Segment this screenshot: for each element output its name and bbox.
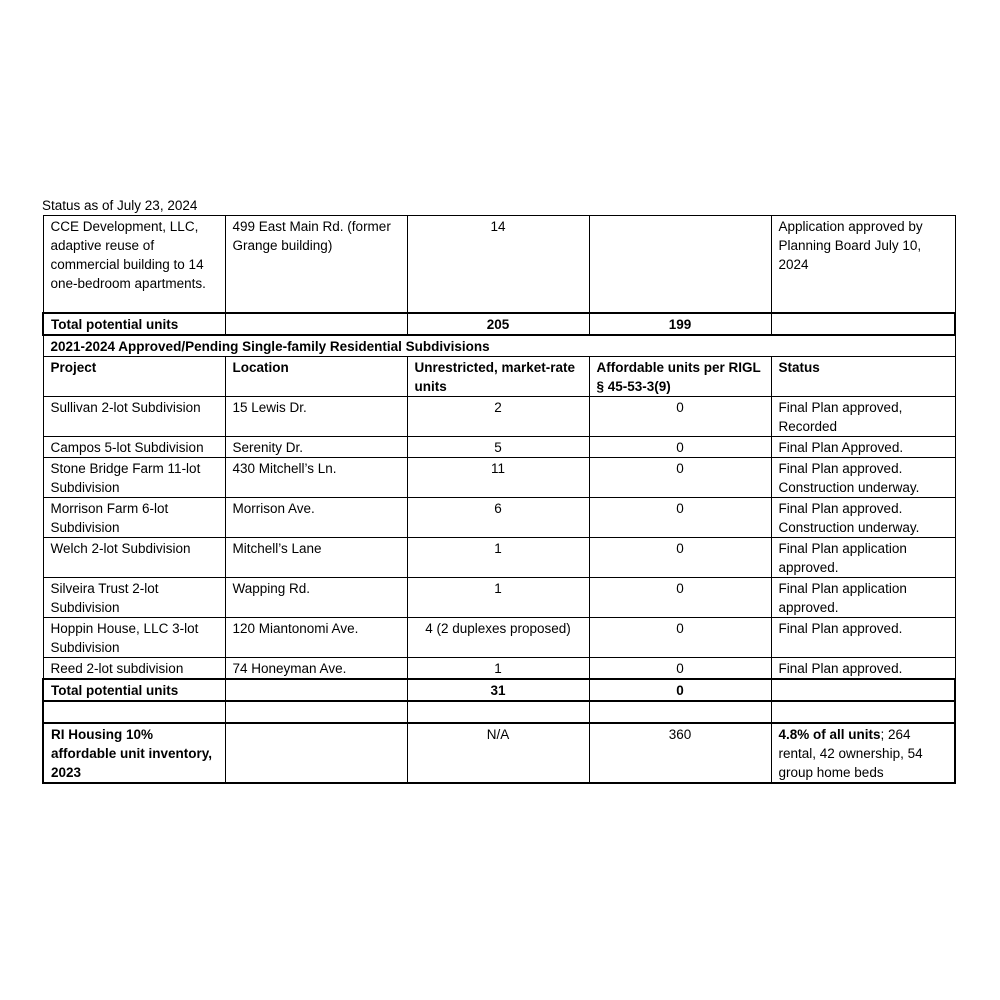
table-row xyxy=(43,216,955,314)
empty-cell xyxy=(771,701,955,723)
inventory-status-cell xyxy=(771,723,955,783)
total-location-cell xyxy=(225,679,407,701)
market-units-cell: 4 (2 duplexes proposed) xyxy=(407,618,589,658)
affordable-units-cell xyxy=(589,216,771,314)
table-row xyxy=(43,618,955,658)
project-cell: Sullivan 2-lot Subdivision xyxy=(43,397,225,437)
market-units-cell: 5 xyxy=(407,437,589,458)
total-row xyxy=(43,313,955,335)
market-units-cell: 1 xyxy=(407,538,589,578)
table-row xyxy=(43,538,955,578)
empty-cell xyxy=(407,701,589,723)
header-project: Project xyxy=(43,357,225,397)
affordable-units-cell: 0 xyxy=(589,538,771,578)
market-units-cell: 1 xyxy=(407,578,589,618)
project-cell: Morrison Farm 6-lot Subdivision xyxy=(43,498,225,538)
table-row xyxy=(43,458,955,498)
status-cell: Final Plan application approved. xyxy=(771,578,955,618)
project-cell: Silveira Trust 2-lot Subdivision xyxy=(43,578,225,618)
project-cell: Welch 2-lot Subdivision xyxy=(43,538,225,578)
total-location-cell xyxy=(225,313,407,335)
market-units-cell: 2 xyxy=(407,397,589,437)
project-cell: CCE Development, LLC, adaptive reuse of commercial building to 14 one-bedroom apartments. xyxy=(43,216,225,314)
empty-cell xyxy=(43,701,225,723)
table-row xyxy=(43,397,955,437)
project-cell: Campos 5-lot Subdivision xyxy=(43,437,225,458)
inventory-status-detail: ; 264 rental, 42 ownership, 54 group home beds xyxy=(778,727,923,780)
status-cell: Final Plan application approved. xyxy=(771,538,955,578)
affordable-units-cell: 0 xyxy=(589,437,771,458)
project-cell: Reed 2-lot subdivision xyxy=(43,658,225,680)
market-units-cell: 11 xyxy=(407,458,589,498)
affordable-units-cell: 0 xyxy=(589,658,771,680)
location-cell: Wapping Rd. xyxy=(225,578,407,618)
inventory-status-percent: 4.8% of all units xyxy=(778,727,881,742)
inventory-market-units: N/A xyxy=(407,723,589,783)
affordable-units-cell: 0 xyxy=(589,578,771,618)
location-cell: 15 Lewis Dr. xyxy=(225,397,407,437)
total-status-cell xyxy=(771,313,955,335)
inventory-affordable-units: 360 xyxy=(589,723,771,783)
inventory-location-cell xyxy=(225,723,407,783)
status-cell: Application approved by Planning Board July 10, 2024 xyxy=(771,216,955,314)
location-cell: 120 Miantonomi Ave. xyxy=(225,618,407,658)
location-cell: Serenity Dr. xyxy=(225,437,407,458)
status-date-line: Status as of July 23, 2024 xyxy=(42,198,198,213)
affordable-units-cell: 0 xyxy=(589,397,771,437)
header-row xyxy=(43,357,955,397)
location-cell: 430 Mitchell’s Ln. xyxy=(225,458,407,498)
header-market-units: Unrestricted, market-rate units xyxy=(407,357,589,397)
affordable-units-cell: 0 xyxy=(589,618,771,658)
affordable-units-cell: 0 xyxy=(589,498,771,538)
inventory-label: RI Housing 10% affordable unit inventory, 2023 xyxy=(43,723,225,783)
total-status-cell xyxy=(771,679,955,701)
status-cell: Final Plan approved. Construction underway. xyxy=(771,498,955,538)
total-affordable-units: 199 xyxy=(589,313,771,335)
location-cell: 74 Honeyman Ave. xyxy=(225,658,407,680)
project-cell: Stone Bridge Farm 11-lot Subdivision xyxy=(43,458,225,498)
inventory-row xyxy=(43,723,955,783)
status-cell: Final Plan approved. Construction underway. xyxy=(771,458,955,498)
total-row xyxy=(43,679,955,701)
project-cell: Hoppin House, LLC 3-lot Subdivision xyxy=(43,618,225,658)
market-units-cell: 6 xyxy=(407,498,589,538)
status-cell: Final Plan Approved. xyxy=(771,437,955,458)
table-row xyxy=(43,437,955,458)
status-cell: Final Plan approved. xyxy=(771,658,955,680)
table-row xyxy=(43,578,955,618)
total-affordable-units: 0 xyxy=(589,679,771,701)
header-affordable-units: Affordable units per RIGL § 45-53-3(9) xyxy=(589,357,771,397)
status-cell: Final Plan approved. xyxy=(771,618,955,658)
section-title: 2021-2024 Approved/Pending Single-family Residential Subdivisions xyxy=(43,335,955,357)
housing-units-table xyxy=(42,215,956,784)
location-cell: Mitchell’s Lane xyxy=(225,538,407,578)
total-label: Total potential units xyxy=(43,679,225,701)
table-row xyxy=(43,498,955,538)
empty-row xyxy=(43,701,955,723)
header-status: Status xyxy=(771,357,955,397)
location-cell: 499 East Main Rd. (former Grange building) xyxy=(225,216,407,314)
empty-cell xyxy=(225,701,407,723)
status-cell: Final Plan approved, Recorded xyxy=(771,397,955,437)
affordable-units-cell: 0 xyxy=(589,458,771,498)
total-market-units: 31 xyxy=(407,679,589,701)
table-row xyxy=(43,658,955,680)
empty-cell xyxy=(589,701,771,723)
market-units-cell: 1 xyxy=(407,658,589,680)
total-market-units: 205 xyxy=(407,313,589,335)
total-label: Total potential units xyxy=(43,313,225,335)
section-title-row xyxy=(43,335,955,357)
header-location: Location xyxy=(225,357,407,397)
market-units-cell: 14 xyxy=(407,216,589,314)
location-cell: Morrison Ave. xyxy=(225,498,407,538)
